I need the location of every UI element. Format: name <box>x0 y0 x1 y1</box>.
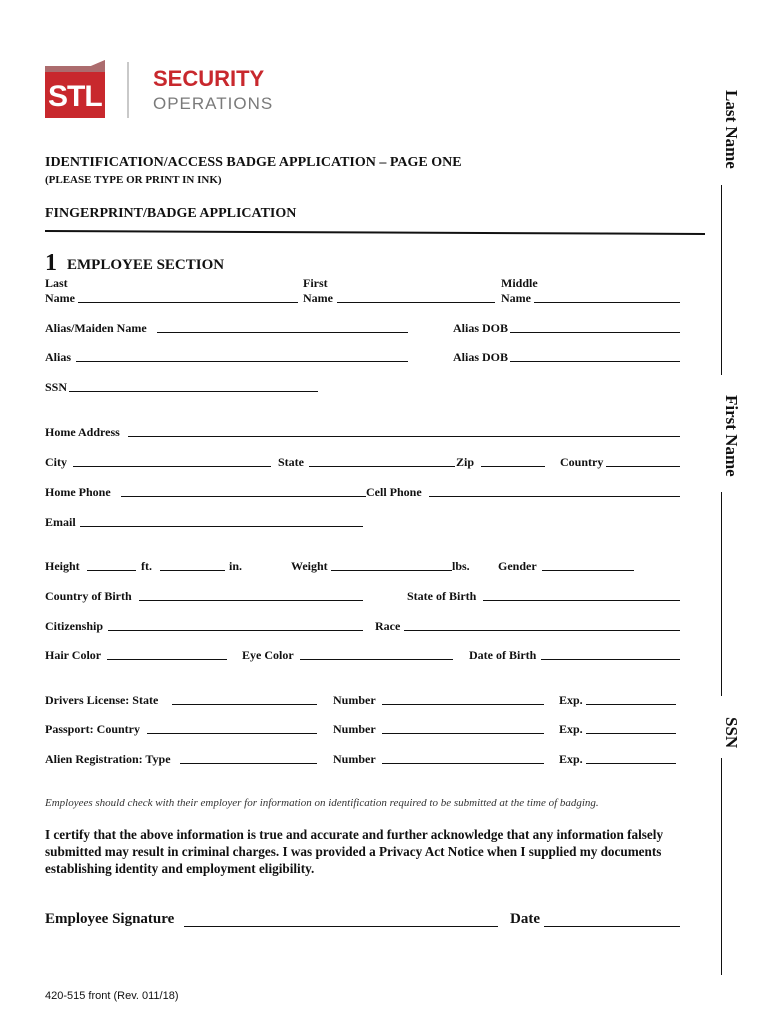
home-phone-field[interactable] <box>121 496 366 497</box>
certification-statement: I certify that the above information is true and accurate and further acknowledge that any information falsely submitted may result in criminal charges. I was provided a Privacy Act Notice when I supplied my documents establishing identity and employment eligibility. <box>45 827 664 876</box>
header-rule <box>45 228 705 236</box>
country-of-birth-field[interactable] <box>139 600 363 601</box>
side-label-last-name: Last Name <box>722 90 741 169</box>
state-of-birth-label: State of Birth <box>407 589 477 603</box>
page-title: IDENTIFICATION/ACCESS BADGE APPLICATION – PAGE ONE <box>45 155 462 170</box>
side-first-name-field[interactable] <box>721 492 722 696</box>
hair-color-field[interactable] <box>107 659 227 660</box>
last-name-label-top: Last <box>45 276 68 290</box>
zip-field[interactable] <box>481 466 545 467</box>
page-subtitle: (PLEASE TYPE OR PRINT IN INK) <box>45 174 222 186</box>
alien-registration-type-label: Alien Registration: Type <box>45 752 171 766</box>
logo-line2: OPERATIONS <box>153 94 274 113</box>
citizenship-label: Citizenship <box>45 619 104 633</box>
drivers-license-exp-label: Exp. <box>559 693 583 707</box>
alien-registration-number-field[interactable] <box>382 763 544 764</box>
city-field[interactable] <box>73 466 271 467</box>
state-field[interactable] <box>309 466 455 467</box>
cell-phone-label: Cell Phone <box>366 485 422 499</box>
passport-number-field[interactable] <box>382 733 544 734</box>
alias-maiden-field[interactable] <box>157 332 408 333</box>
logo-line1: SECURITY <box>153 66 265 91</box>
country-of-birth-label: Country of Birth <box>45 589 132 603</box>
alias-dob2-label: Alias DOB <box>453 350 509 364</box>
email-field[interactable] <box>80 526 363 527</box>
home-phone-label: Home Phone <box>45 485 111 499</box>
alias-dob-field[interactable] <box>510 332 680 333</box>
cell-phone-field[interactable] <box>429 496 680 497</box>
drivers-license-state-field[interactable] <box>172 704 317 705</box>
alias-dob-label: Alias DOB <box>453 321 509 335</box>
employee-signature-label: Employee Signature <box>45 911 175 927</box>
home-address-field[interactable] <box>128 436 680 437</box>
in-label: in. <box>229 559 243 573</box>
first-name-field[interactable] <box>337 302 495 303</box>
drivers-license-exp-field[interactable] <box>586 704 676 705</box>
zip-label: Zip <box>456 455 475 469</box>
form-number: 420-515 front (Rev. 011/18) <box>45 990 179 1002</box>
first-name-label-top: First <box>303 276 328 290</box>
side-ssn-field[interactable] <box>721 758 722 975</box>
passport-exp-label: Exp. <box>559 722 583 736</box>
alias-label: Alias <box>45 350 72 364</box>
logo <box>45 60 275 122</box>
side-label-ssn: SSN <box>722 717 741 749</box>
eye-color-field[interactable] <box>300 659 453 660</box>
logo-divider <box>127 62 129 118</box>
alias-field[interactable] <box>76 361 408 362</box>
alias-dob2-field[interactable] <box>510 361 680 362</box>
passport-exp-field[interactable] <box>586 733 676 734</box>
section-title: EMPLOYEE SECTION <box>67 257 225 273</box>
gender-label: Gender <box>498 559 537 573</box>
middle-name-field[interactable] <box>534 302 680 303</box>
home-address-label: Home Address <box>45 425 120 439</box>
application-title: FINGERPRINT/BADGE APPLICATION <box>45 206 297 221</box>
drivers-license-number-label: Number <box>333 693 376 707</box>
passport-country-label: Passport: Country <box>45 722 140 736</box>
alien-registration-exp-field[interactable] <box>586 763 676 764</box>
employee-signature-field[interactable] <box>184 926 498 927</box>
first-name-label: Name <box>303 291 333 305</box>
citizenship-field[interactable] <box>108 630 363 631</box>
date-of-birth-field[interactable] <box>541 659 680 660</box>
ssn-field[interactable] <box>69 391 318 392</box>
side-label-first-name: First Name <box>722 395 741 477</box>
alien-registration-number-label: Number <box>333 752 376 766</box>
email-label: Email <box>45 515 76 529</box>
passport-country-field[interactable] <box>147 733 317 734</box>
alien-registration-exp-label: Exp. <box>559 752 583 766</box>
race-label: Race <box>375 619 401 633</box>
gender-field[interactable] <box>542 570 634 571</box>
ssn-label: SSN <box>45 380 68 394</box>
race-field[interactable] <box>404 630 680 631</box>
alias-maiden-label: Alias/Maiden Name <box>45 321 147 335</box>
country-label: Country <box>560 455 604 469</box>
logo-mark-text: STL <box>48 80 102 113</box>
height-ft-field[interactable] <box>87 570 136 571</box>
height-label: Height <box>45 559 80 573</box>
city-label: City <box>45 455 67 469</box>
lbs-label: lbs. <box>452 559 470 573</box>
weight-label: Weight <box>291 559 328 573</box>
signature-date-field[interactable] <box>544 926 680 927</box>
hair-color-label: Hair Color <box>45 648 102 662</box>
state-of-birth-field[interactable] <box>483 600 680 601</box>
drivers-license-state-label: Drivers License: State <box>45 693 159 707</box>
alien-registration-type-field[interactable] <box>180 763 317 764</box>
signature-date-label: Date <box>510 911 540 927</box>
date-of-birth-label: Date of Birth <box>469 648 537 662</box>
eye-color-label: Eye Color <box>242 648 294 662</box>
height-in-field[interactable] <box>160 570 225 571</box>
side-last-name-field[interactable] <box>721 185 722 375</box>
passport-number-label: Number <box>333 722 376 736</box>
identification-note: Employees should check with their employer for information on identification required to be submitted at the time of badging. <box>45 797 599 809</box>
section-number: 1 <box>45 250 57 276</box>
state-label: State <box>278 455 304 469</box>
last-name-label: Name <box>45 291 75 305</box>
weight-field[interactable] <box>331 570 452 571</box>
ft-label: ft. <box>141 559 152 573</box>
last-name-field[interactable] <box>78 302 298 303</box>
middle-name-label: Name <box>501 291 531 305</box>
drivers-license-number-field[interactable] <box>382 704 544 705</box>
middle-name-label-top: Middle <box>501 276 538 290</box>
country-field[interactable] <box>606 466 680 467</box>
